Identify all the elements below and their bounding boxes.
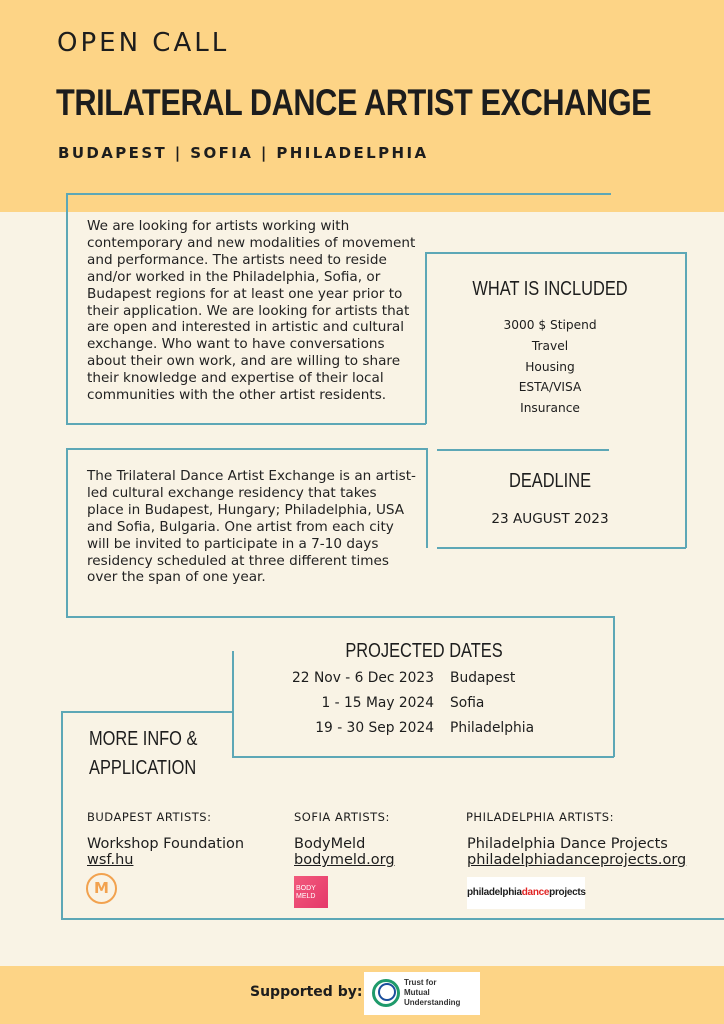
tmu-inner-ring-icon (378, 983, 396, 1001)
date-city: Philadelphia (450, 720, 535, 736)
included-list (427, 315, 673, 419)
intro-paragraph-2: The Trilateral Dance Artist Exchange is an artist-led cultural exchange residency that takes place in Budapest, Hungary; Philadelphia, USA and Sofia, Bulgaria. One artist from each city will be invited to participate in a 7-10 days residency scheduled at three different times over the span of one year. (87, 468, 416, 586)
philadelphia-heading: PHILADELPHIA ARTISTS: (466, 810, 614, 824)
included-item: Housing (525, 359, 575, 374)
more-info-title (89, 725, 221, 783)
trust-mutual-understanding-logo (364, 972, 480, 1015)
date-range: 1 - 15 May 2024 (321, 695, 434, 711)
frame-line (61, 918, 724, 920)
frame-line (437, 449, 609, 451)
philadelphia-dance-projects-logo: philadelphiadanceprojects (467, 877, 585, 909)
tmu-text: Trust for Mutual Understanding (404, 978, 461, 1007)
date-city: Budapest (450, 670, 516, 686)
more-info-line-2: APPLICATION (89, 757, 197, 779)
sofia-link[interactable]: bodymeld.org (294, 852, 395, 868)
sofia-heading: SOFIA ARTISTS: (294, 810, 390, 824)
bodymeld-logo: BODY MELD (294, 876, 328, 908)
included-item: 3000 $ Stipend (503, 318, 597, 332)
sofia-org: BodyMeld (294, 836, 366, 852)
included-title: WHAT IS INCLUDED (472, 278, 628, 300)
workshop-foundation-logo: M (86, 873, 117, 904)
frame-line (232, 651, 234, 757)
frame-line (61, 711, 233, 713)
budapest-heading: BUDAPEST ARTISTS: (87, 810, 212, 824)
frame-line (613, 616, 615, 757)
cities-subtitle: BUDAPEST | SOFIA | PHILADELPHIA (58, 144, 429, 162)
frame-line (61, 711, 63, 919)
philadelphia-org: Philadelphia Dance Projects (467, 836, 668, 852)
frame-line (425, 252, 686, 254)
included-item: Travel (531, 338, 569, 353)
deadline-date: 23 AUGUST 2023 (491, 511, 609, 527)
frame-line (66, 193, 611, 195)
date-range: 22 Nov - 6 Dec 2023 (292, 670, 434, 686)
budapest-org: Workshop Foundation (87, 836, 245, 852)
date-range: 19 - 30 Sep 2024 (315, 720, 434, 736)
projected-dates-title: PROJECTED DATES (345, 640, 503, 662)
frame-line (66, 423, 426, 425)
philadelphia-link[interactable]: philadelphiadanceprojects.org (467, 852, 687, 868)
frame-line (232, 756, 614, 758)
frame-line (66, 448, 427, 450)
supported-by-label: Supported by: (250, 984, 363, 1000)
page-title: TRILATERAL DANCE ARTIST EXCHANGE (56, 82, 652, 123)
kicker: OPEN CALL (57, 28, 230, 58)
more-info-line-1: MORE INFO & (89, 728, 198, 750)
frame-line (66, 616, 614, 618)
date-city: Sofia (450, 695, 485, 711)
frame-line (685, 252, 687, 548)
frame-line (426, 448, 428, 548)
frame-line (66, 193, 68, 424)
included-item: ESTA/VISA (518, 380, 582, 395)
included-item: Insurance (520, 401, 580, 416)
budapest-link[interactable]: wsf.hu (87, 852, 134, 868)
intro-paragraph-1: We are looking for artists working with contemporary and new modalities of movement and performance. The artists need to reside and/or worked in the Philadelphia, Sofia, or Budapest regions for at least one year prior to their application. We are looking for artists that are open and interested in artistic and cultural exchange. Who want to have conversations about their own work, and are willing to share their knowledge and expertise of their local communities with the other artist residents. (87, 218, 416, 404)
frame-line (66, 448, 68, 617)
deadline-title: DEADLINE (508, 470, 592, 492)
frame-line (437, 547, 686, 549)
